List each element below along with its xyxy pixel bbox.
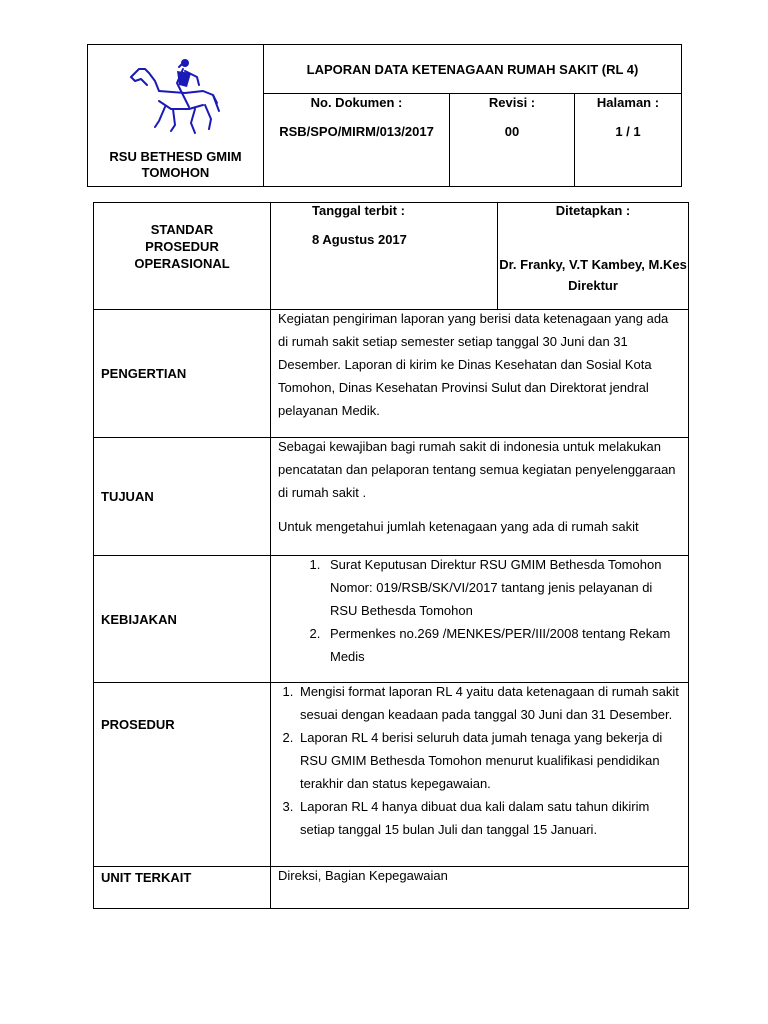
hospital-name-line2: TOMOHON: [141, 165, 210, 180]
horse-rider-logo: [125, 55, 225, 135]
spo-label-line3: OPERASIONAL: [134, 256, 230, 271]
doc-no-cell: [264, 94, 450, 187]
tanggal-cell: [271, 203, 498, 310]
doc-no-value: RSB/SPO/MIRM/013/2017: [279, 124, 434, 139]
revisi-label: Revisi :: [488, 95, 536, 110]
prosedur-item: 2. Laporan RL 4 berisi seluruh data jumah tenaga yang bekerja di RSU GMIM Bethesda Tomohon menurut kualifikasi pendidikan terakhir dan status kepegawaian.: [297, 726, 680, 795]
tujuan-para2: Untuk mengetahui jumlah ketenagaan yang ada di rumah sakit: [278, 519, 639, 534]
halaman-value: 1 / 1: [615, 124, 641, 139]
pengertian-label: PENGERTIAN: [101, 366, 187, 381]
tujuan-label: TUJUAN: [101, 489, 154, 504]
spo-label-line1: STANDAR: [150, 222, 214, 237]
halaman-label: Halaman :: [596, 95, 660, 110]
header-table: [87, 44, 682, 187]
unit-terkait-content-cell: [271, 867, 689, 909]
ditetapkan-label: Ditetapkan :: [555, 203, 631, 218]
halaman-cell: [575, 94, 682, 187]
pengertian-text: Kegiatan pengiriman laporan yang berisi data ketenagaan yang ada di rumah sakit setiap semester setiap tanggal 30 Juni dan 31 Desember. Laporan di kirim ke Dinas Kesehatan dan Sosial Kota Tomohon, Dinas Kesehatan Provinsi Sulut dan Direktorat jendral pelayanan Medik.: [278, 311, 669, 418]
doc-no-label: No. Dokumen :: [310, 95, 403, 110]
kebijakan-label: KEBIJAKAN: [101, 611, 177, 627]
tanggal-label: Tanggal terbit :: [312, 203, 405, 218]
revisi-value: 00: [504, 124, 520, 139]
document-title: LAPORAN DATA KETENAGAAN RUMAH SAKIT (RL 4): [306, 61, 639, 77]
kebijakan-item: 2. Permenkes no.269 /MENKES/PER/III/2008 tentang Rekam Medis: [324, 622, 680, 668]
hospital-name-line1: RSU BETHESD GMIM: [109, 149, 242, 164]
prosedur-item: 3. Laporan RL 4 hanya dibuat dua kali dalam satu tahun dikirim setiap tanggal 15 bulan Juli dan tanggal 15 Januari.: [297, 795, 680, 841]
pengertian-label-cell: [94, 310, 271, 438]
spo-label-cell: [94, 203, 271, 310]
tujuan-label-cell: [94, 438, 271, 556]
ditetapkan-cell: [498, 203, 689, 310]
kebijakan-content-cell: [271, 556, 689, 683]
unit-terkait-label-cell: [94, 867, 271, 909]
prosedur-label: PROSEDUR: [101, 717, 175, 732]
logo-cell: [88, 45, 264, 187]
tujuan-para1: Sebagai kewajiban bagi rumah sakit di indonesia untuk melakukan pencatatan dan pelaporan tentang semua kegiatan penyelenggaraan di rumah sakit .: [278, 439, 676, 500]
pengertian-content-cell: [271, 310, 689, 438]
spo-label-line2: PROSEDUR: [145, 239, 219, 254]
kebijakan-list: [271, 553, 680, 668]
unit-terkait-text: Direksi, Bagian Kepegawaian: [278, 868, 448, 883]
prosedur-content-cell: [271, 683, 689, 867]
signatory-name: Dr. Franky, V.T Kambey, M.Kes: [499, 257, 687, 272]
signatory-title: Direktur: [568, 278, 618, 293]
tujuan-content-cell: [271, 438, 689, 556]
revisi-cell: [450, 94, 575, 187]
prosedur-label-cell: [94, 683, 271, 867]
prosedur-list: [271, 680, 680, 841]
title-cell: [264, 45, 682, 94]
kebijakan-label-cell: [94, 556, 271, 683]
unit-terkait-label: UNIT TERKAIT: [101, 870, 192, 885]
tanggal-value: 8 Agustus 2017: [312, 232, 407, 247]
spo-table: [93, 202, 689, 909]
prosedur-item: 1. Mengisi format laporan RL 4 yaitu data ketenagaan di rumah sakit sesuai dengan keadaan pada tanggal 30 Juni dan 31 Desember.: [297, 680, 680, 726]
kebijakan-item: 1. Surat Keputusan Direktur RSU GMIM Bethesda Tomohon Nomor: 019/RSB/SK/VI/2017 tantang jenis pelayanan di RSU Bethesda Tomohon: [324, 553, 680, 622]
